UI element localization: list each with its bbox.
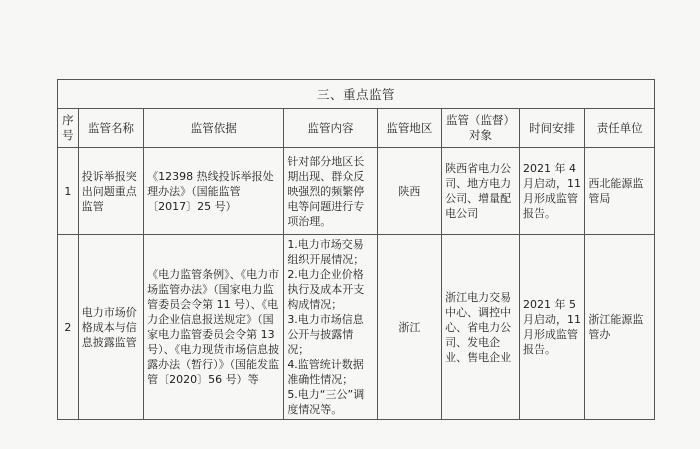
header-unit: 责任单位 [585, 109, 655, 148]
content-item: 1.电力市场交易组织开展情况； [287, 238, 365, 266]
row-target: 陕西省电力公司、地方电力公司、增量配电公司 [442, 148, 520, 235]
row-no: 2 [58, 235, 79, 420]
supervision-table [57, 79, 655, 420]
header-target: 监管（监督）对象 [442, 109, 520, 148]
section-title: 三、重点监管 [58, 80, 655, 109]
content-item: 5.电力“三公”调度情况等。 [287, 388, 365, 416]
header-basis: 监管依据 [144, 109, 284, 148]
row-content: 针对部分地区长期出现、群众反映强烈的频繁停电等问题进行专项治理。 [284, 148, 377, 235]
header-region: 监管地区 [377, 109, 441, 148]
row-region: 陕西 [377, 148, 441, 235]
content-item: 4.监管统计数据准确性情况； [287, 358, 364, 386]
header-no: 序号 [58, 109, 79, 148]
row-no: 1 [58, 148, 79, 235]
row-content [284, 235, 377, 420]
header-schedule: 时间安排 [519, 109, 584, 148]
header-row [58, 109, 655, 148]
row-name: 投诉举报突出问题重点监管 [78, 148, 143, 235]
row-target: 浙江电力交易中心、调控中心、省电力公司、发电企业、售电企业 [442, 235, 520, 420]
row-schedule: 2021 年 4 月启动，11 月形成监管报告。 [519, 148, 584, 235]
row-name: 电力市场价格成本与信息披露监管 [78, 235, 143, 420]
section-title-row [58, 80, 655, 109]
row-schedule: 2021 年 5 月启动，11 月形成监管报告。 [519, 235, 584, 420]
row-basis: 《12398 热线投诉举报处理办法》（国能监管〔2017〕25 号） [144, 148, 284, 235]
row-basis: 《电力监管条例》、《电力市场监管办法》（国家电力监管委员会令第 11 号）、《电力企业信息报送规定》（国家电力监管委员会令第 13 号）、《电力现货市场信息披露办法（暂行）》（国能发监管〔2020〕56 号）等 [144, 235, 284, 420]
row-region: 浙江 [377, 235, 441, 420]
content-item: 2.电力企业价格执行及成本开支构成情况； [287, 268, 365, 311]
table-row [58, 235, 655, 420]
table-row [58, 148, 655, 235]
content-item: 3.电力市场信息公开与披露情况； [287, 313, 364, 356]
header-name: 监管名称 [78, 109, 143, 148]
row-unit: 浙江能源监管办 [585, 235, 655, 420]
row-unit: 西北能源监管局 [585, 148, 655, 235]
header-content: 监管内容 [284, 109, 377, 148]
